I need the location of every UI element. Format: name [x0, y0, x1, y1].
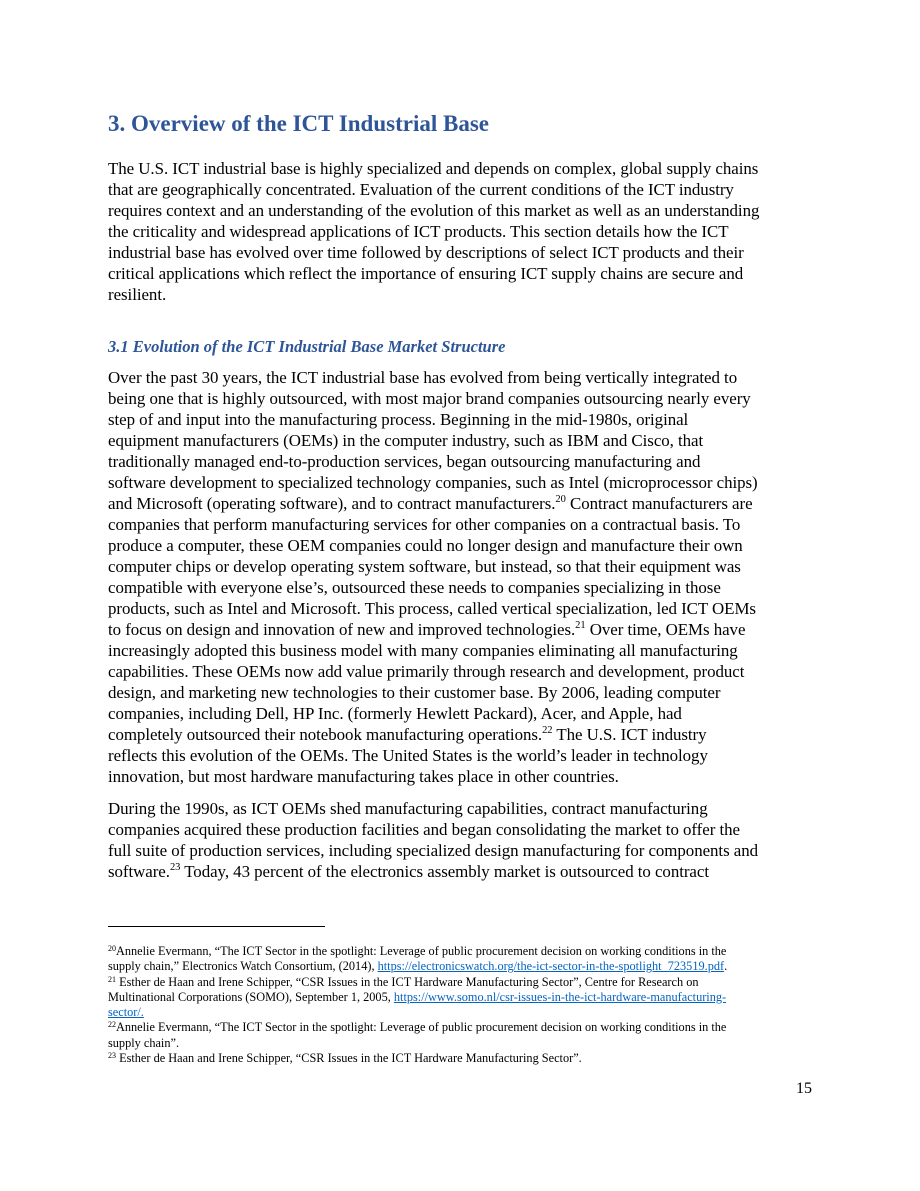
page-number: 15 — [796, 1080, 812, 1097]
text-line: During the 1990s, as ICT OEMs shed manufacturing capabilities, contract manufacturing — [108, 799, 708, 818]
section-title: . Overview of the ICT Industrial Base — [119, 111, 489, 136]
text-segment: Over time, OEMs have — [585, 620, 746, 639]
footnote-line — [108, 944, 810, 959]
footnote-text: supply chain,” Electronics Watch Consortium, (2014), — [108, 959, 378, 974]
text-line: resilient. — [108, 285, 167, 304]
footnote-separator — [108, 926, 325, 927]
section-number: 3 — [108, 111, 120, 136]
footnote-line: supply chain”. — [108, 1035, 180, 1050]
text-line: full suite of production services, including specialized design manufacturing for components and — [108, 841, 759, 860]
text-line: software development to specialized technology companies, such as Intel (microprocessor chips) — [108, 473, 758, 492]
footnote-line — [108, 1005, 810, 1020]
consolidation-paragraph — [108, 798, 810, 882]
text-line: compatible with everyone else’s, outsourced these needs to companies specializing in those — [108, 578, 721, 597]
footnote-number: 23 — [108, 1051, 116, 1061]
footnote-link[interactable]: sector/. — [108, 1005, 144, 1020]
footnote-line — [108, 975, 810, 990]
text-line — [108, 861, 810, 882]
footnote-20 — [108, 944, 810, 975]
text-line — [108, 493, 810, 514]
text-line: innovation, but most hardware manufacturing takes place in other countries. — [108, 767, 619, 786]
text-line: Over the past 30 years, the ICT industrial base has evolved from being vertically integrated to — [108, 368, 738, 387]
text-line: that are geographically concentrated. Evaluation of the current conditions of the ICT industry — [108, 180, 734, 199]
text-line: industrial base has evolved over time followed by descriptions of select ICT products and their — [108, 243, 744, 262]
footnote-text: Multinational Corporations (SOMO), September 1, 2005, — [108, 989, 394, 1004]
footnote-text: Annelie Evermann, “The ICT Sector in the spotlight: Leverage of public procurement decision on working conditions in the — [116, 944, 727, 958]
footnote-ref-21[interactable]: 21 — [575, 620, 586, 631]
text-line: computer chips or develop operating system software, but instead, so that their equipment was — [108, 557, 741, 576]
footnote-number: 20 — [108, 944, 116, 953]
text-segment: Contract manufacturers are — [565, 494, 753, 513]
text-line: products, such as Intel and Microsoft. This process, called vertical specialization, led ICT OEMs — [108, 599, 756, 618]
text-line: being one that is highly outsourced, with most major brand companies outsourcing nearly every — [108, 389, 751, 408]
text-line: requires context and an understanding of the evolution of this market as well as an understanding — [108, 201, 760, 220]
text-line: capabilities. These OEMs now add value primarily through research and development, product — [108, 662, 745, 681]
section-heading — [108, 110, 489, 138]
footnote-23 — [108, 1051, 810, 1066]
footnote-22 — [108, 1020, 810, 1051]
footnote-text: . — [724, 959, 728, 974]
intro-paragraph — [108, 158, 810, 305]
text-segment: Today, 43 percent of the electronics assembly market is outsourced to contract — [180, 862, 709, 881]
text-line: increasingly adopted this business model with many companies eliminating all manufacturing — [108, 641, 738, 660]
text-line: step of and input into the manufacturing process. Beginning in the mid-1980s, original — [108, 410, 689, 429]
footnote-line — [108, 990, 810, 1005]
footnote-link[interactable]: https://electronicswatch.org/the-ict-sector-in-the-spotlight_723519.pdf — [377, 959, 725, 974]
text-line: reflects this evolution of the OEMs. The United States is the world’s leader in technology — [108, 746, 708, 765]
footnote-link[interactable]: https://www.somo.nl/csr-issues-in-the-ict-hardware-manufacturing- — [393, 989, 727, 1004]
subsection-heading: 3.1 Evolution of the ICT Industrial Base Market Structure — [108, 337, 506, 356]
text-line — [108, 619, 810, 640]
text-segment: software. — [108, 862, 170, 881]
text-segment: to focus on design and innovation of new and improved technologies. — [108, 620, 576, 639]
footnote-text: Annelie Evermann, “The ICT Sector in the spotlight: Leverage of public procurement decision on working conditions in the — [116, 1020, 727, 1035]
text-line: companies, including Dell, HP Inc. (formerly Hewlett Packard), Acer, and Apple, had — [108, 704, 682, 723]
text-line: equipment manufacturers (OEMs) in the computer industry, such as IBM and Cisco, that — [108, 431, 704, 450]
evolution-paragraph — [108, 367, 810, 787]
text-line: companies that perform manufacturing services for other companies on a contractual basis. To — [108, 515, 741, 534]
footnote-line — [108, 1020, 810, 1035]
text-line: critical applications which reflect the importance of ensuring ICT supply chains are secure and — [108, 264, 744, 283]
footnote-number: 22 — [108, 1020, 116, 1030]
text-line: The U.S. ICT industrial base is highly specialized and depends on complex, global supply chains — [108, 159, 759, 178]
text-segment: and Microsoft (operating software), and to contract manufacturers. — [108, 494, 556, 513]
text-segment: The U.S. ICT industry — [552, 725, 707, 744]
footnote-line — [108, 959, 810, 974]
footnote-ref-23[interactable]: 23 — [169, 862, 181, 873]
text-line: produce a computer, these OEM companies could no longer design and manufacture their own — [108, 536, 743, 555]
footnote-ref-22[interactable]: 22 — [542, 725, 553, 736]
text-line — [108, 724, 810, 745]
footnote-text: Esther de Haan and Irene Schipper, “CSR Issues in the ICT Hardware Manufacturing Sector”, Centre for Research on — [116, 974, 699, 989]
text-line: the criticality and widespread applications of ICT products. This section details how the ICT — [108, 222, 729, 241]
footnotes — [108, 944, 810, 1066]
footnote-number: 21 — [108, 974, 116, 984]
footnote-ref-20[interactable]: 20 — [555, 494, 566, 505]
footnote-line — [108, 1051, 810, 1066]
text-line: companies acquired these production facilities and began consolidating the market to offer the — [108, 820, 740, 839]
text-line: traditionally managed end-to-production services, began outsourcing manufacturing and — [108, 452, 701, 471]
text-line: design, and marketing new technologies to their customer base. By 2006, leading computer — [108, 683, 721, 702]
footnote-21 — [108, 975, 810, 1021]
footnote-text: Esther de Haan and Irene Schipper, “CSR Issues in the ICT Hardware Manufacturing Sector”. — [116, 1051, 582, 1066]
text-segment: completely outsourced their notebook manufacturing operations. — [108, 725, 543, 744]
